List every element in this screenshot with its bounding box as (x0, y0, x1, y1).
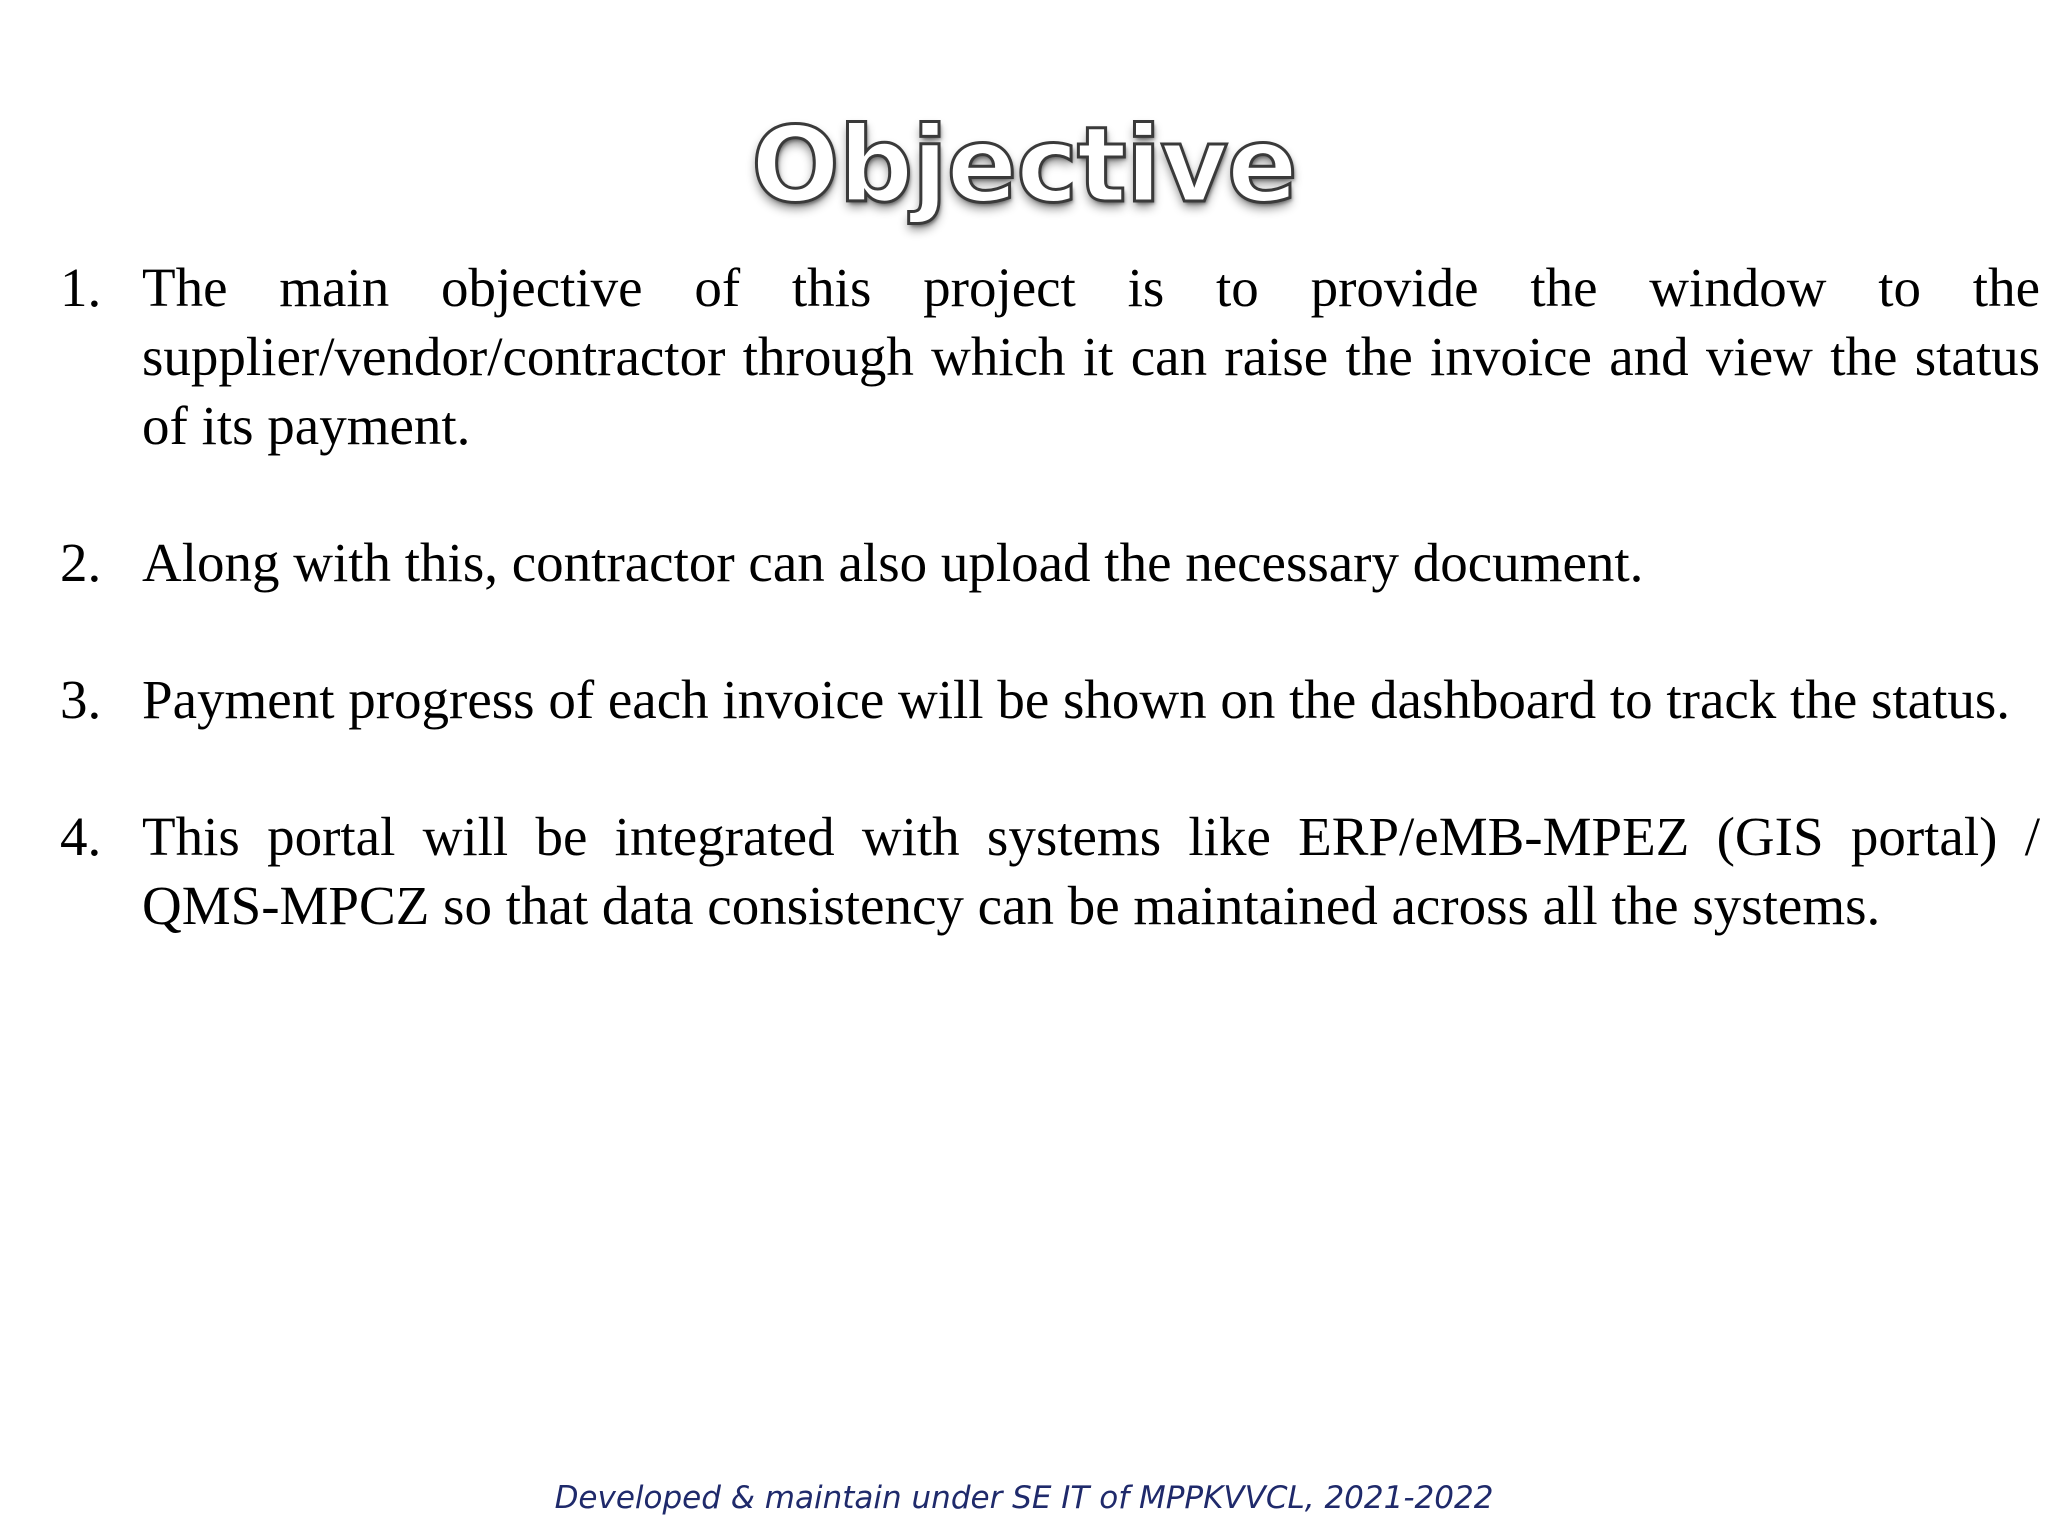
item-number: 3. (60, 669, 102, 730)
objective-list (60, 253, 2040, 1008)
item-text: Payment progress of each invoice will be shown on the dashboard to track the status. (142, 669, 2011, 730)
item-text: The main objective of this project is to provide the window to the supplier/vendor/contractor through which it can raise the invoice and view the status of its payment. (142, 257, 2040, 456)
objective-item-4 (60, 802, 2040, 940)
objective-item-2 (60, 528, 2040, 597)
item-number: 2. (60, 532, 102, 593)
slide-title: Objective (751, 103, 1297, 226)
item-text: Along with this, contractor can also upload the necessary document. (142, 532, 1644, 593)
footer-credit: Developed & maintain under SE IT of MPPKVVCL, 2021-2022 (554, 1480, 1494, 1516)
item-number: 1. (60, 257, 102, 318)
item-text: This portal will be integrated with systems like ERP/eMB-MPEZ (GIS portal) / QMS-MPCZ so that data consistency can be maintained across all the systems. (142, 806, 2040, 936)
objective-item-1 (60, 253, 2040, 460)
objective-item-3 (60, 665, 2040, 734)
item-number: 4. (60, 806, 102, 867)
